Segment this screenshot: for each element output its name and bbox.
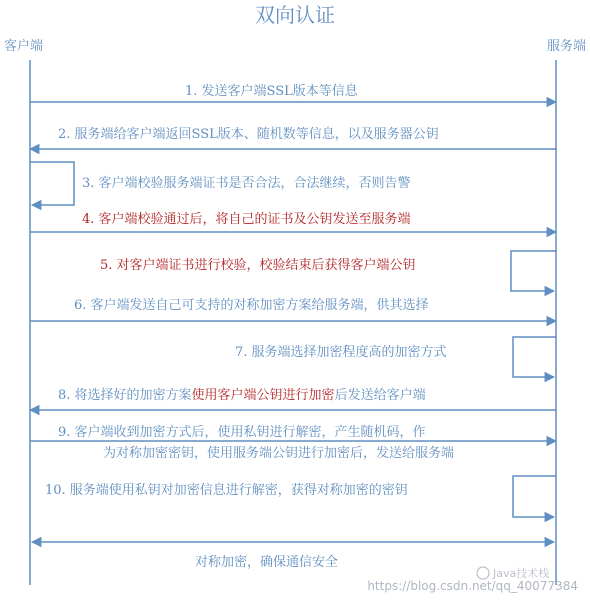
final-label: 对称加密，确保通信安全 (195, 555, 339, 570)
step-4-label: 4. 客户端校验通过后，将自己的证书及公钥发送至服务端 (82, 212, 411, 227)
step-5-self-loop (511, 251, 556, 291)
watermark-brand (477, 566, 549, 580)
diagram-title: 双向认证 (255, 3, 335, 27)
watermark-brand-label: Java技术栈 (493, 567, 550, 580)
watermark-url: https://blog.csdn.net/qq_40077384 (367, 579, 578, 593)
step-5-label: 5. 对客户端证书进行校验，校验结束后获得客户端公钥 (100, 258, 416, 273)
step-10-self-loop (513, 476, 556, 517)
step-6-label: 6. 客户端发送自己可支持的对称加密方案给服务端，供其选择 (74, 298, 429, 313)
step-8-label-part-c: 后发送给客户端 (334, 388, 426, 403)
step-8-label-part-a: 8. 将选择好的加密方案 (58, 388, 192, 403)
step-10-label: 10. 服务端使用私钥对加密信息进行解密，获得对称加密的密钥 (45, 483, 408, 498)
step-9-label-line-2: 为对称加密密钥，使用服务端公钥进行加密后，发送给服务端 (103, 446, 455, 461)
step-9-label-line-1: 9. 客户端收到加密方式后，使用私钥进行解密，产生随机码，作 (58, 425, 426, 440)
server-label: 服务端 (546, 39, 586, 54)
step-8-label-emphasis: 使用客户端公钥进行加密 (191, 388, 335, 403)
step-7-self-loop (513, 337, 556, 377)
step-3-label: 3. 客户端校验服务端证书是否合法，合法继续，否则告警 (82, 176, 411, 191)
step-2-label: 2. 服务端给客户端返回SSL版本、随机数等信息，以及服务器公钥 (58, 127, 439, 142)
step-8-label (58, 387, 426, 403)
step-7-label: 7. 服务端选择加密程度高的加密方式 (235, 345, 447, 360)
client-label: 客户端 (4, 39, 44, 54)
watermark-logo-icon (477, 567, 489, 579)
step-1-label: 1. 发送客户端SSL版本等信息 (185, 84, 358, 99)
step-3-self-loop (30, 162, 74, 205)
